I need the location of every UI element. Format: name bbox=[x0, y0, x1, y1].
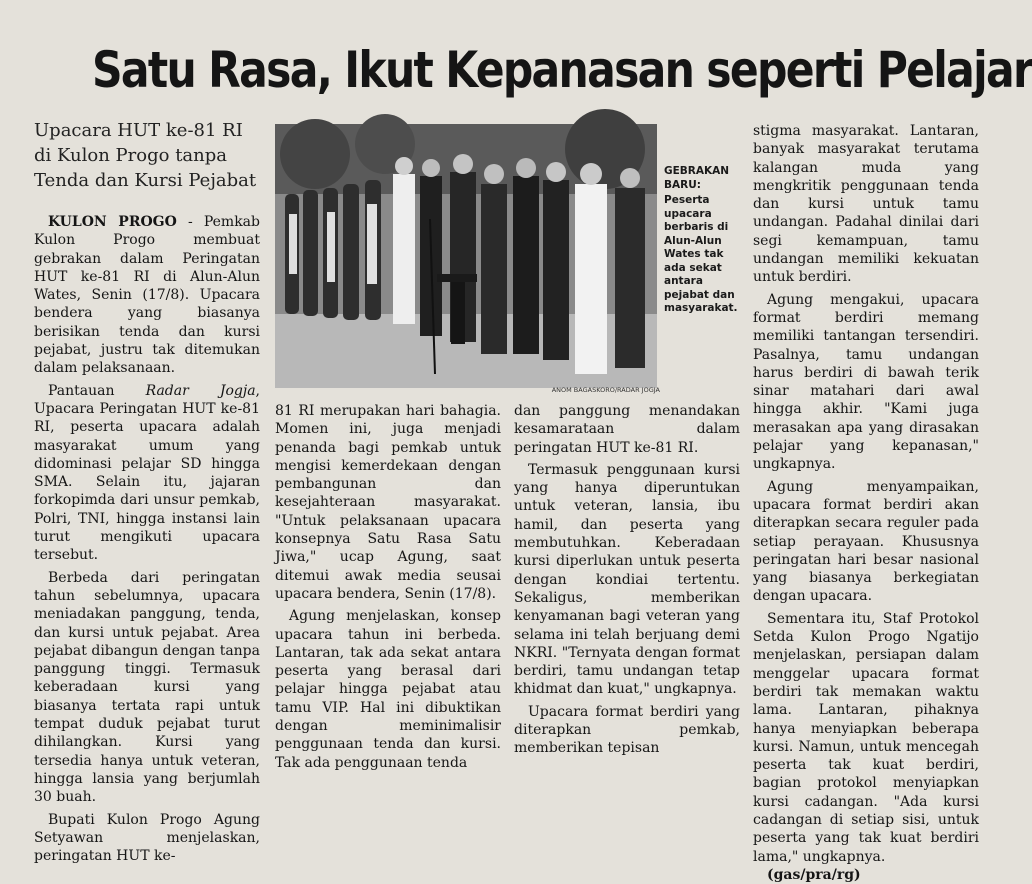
paragraph: Sementara itu, Staf Protokol Setda Kulon Progo Ngatijo menjelaskan, persiapan dalam menggelar upacara format berdiri tak memakan waktu lama. Lantaran, pihaknya hanya menyiapkan beberapa kursi. Namun, untuk mencegah peserta tak kuat berdiri, bagian protokol menyiapkan kursi cadangan. "Ada kursi cadangan di setiap sisi, untuk peserta yang tak kuat berdiri lama," ungkapnya. bbox=[753, 610, 979, 865]
column-2 bbox=[275, 402, 501, 771]
paragraph-text: - Pemkab Kulon Progo membuat gebrakan dalam Peringatan HUT ke-81 RI di Alun-Alun Wates, Senin (17/8). Upacara bendera yang biasanya berisikan tenda dan kursi pejabat, justru tak ditemukan dalam pelaksanaan. bbox=[34, 214, 260, 377]
column-4 bbox=[753, 122, 979, 883]
paragraph-text: Pantauan bbox=[48, 382, 146, 399]
column-1 bbox=[34, 213, 260, 865]
paragraph: Agung mengakui, upacara format berdiri memang memiliki tantangan tersendiri. Pasalnya, tamu undangan harus berdiri di bawah terik sinar matahari dari awal hingga akhir. "Kami juga merasakan apa yang dirasakan pelajar yang kepanasan," ungkapnya. bbox=[753, 291, 979, 473]
paragraph: stigma masyarakat. Lantaran, banyak masyarakat terutama kalangan muda yang mengkritik penggunaan tenda dan kursi untuk tamu undangan. Padahal dinilai dari segi kemampuan, tamu undangan memiliki kekuatan untuk berdiri. bbox=[753, 123, 979, 286]
paragraph: Berbeda dari peringatan tahun sebelumnya, upacara meniadakan panggung, tenda, dan kursi untuk pejabat. Area pejabat dibangun dengan tanpa panggung tinggi. Termasuk keberadaan kursi yang biasanya tertata rapi untuk tempat duduk pejabat turut dihilangkan. Kursi yang tersedia hanya untuk veteran, hingga lansia yang berjumlah 30 buah. bbox=[34, 569, 260, 806]
author-signoff: (gas/pra/rg) bbox=[767, 866, 861, 883]
paragraph bbox=[34, 382, 260, 565]
dateline: KULON PROGO bbox=[48, 214, 177, 230]
photo-illustration bbox=[275, 124, 657, 388]
paragraph-text: , Upacara Peringatan HUT ke-81 RI, peserta upacara adalah masyarakat umum yang didominasi pelajar SD hingga SMA. Selain itu, jajaran forkopimda dari unsur pemkab, Polri, TNI, hingga instansi lain turut mengikuti upacara tersebut. bbox=[34, 382, 260, 564]
photo-caption bbox=[664, 165, 746, 316]
paragraph: Bupati Kulon Progo Agung Setyawan menjelaskan, peringatan HUT ke- bbox=[34, 811, 260, 865]
publication-name: Radar Jogja bbox=[145, 382, 256, 399]
column-3 bbox=[514, 402, 740, 757]
deck-subtitle: Upacara HUT ke-81 RI di Kulon Progo tanpa Tenda dan Kursi Pejabat bbox=[34, 120, 257, 191]
ceremony-photo bbox=[275, 124, 657, 388]
paragraph: 81 RI merupakan hari bahagia. Momen ini, juga menjadi penanda bagi pemkab untuk mengisi kemerdekaan dengan pembangunan dan kesejahteraan masyarakat. "Untuk pelaksanaan upacara konsepnya Satu Rasa Satu Jiwa," ucap Agung, saat ditemui awak media seusai upacara bendera, Senin (17/8). bbox=[275, 403, 501, 602]
photo-credit: ANOM BAGASKORO/RADAR JOGJA bbox=[551, 386, 660, 394]
paragraph: Upacara format berdiri yang diterapkan pemkab, memberikan tepisan bbox=[514, 703, 740, 757]
paragraph bbox=[34, 213, 260, 378]
caption-text: Peserta upacara berbaris di Alun-Alun Wates tak ada sekat antara pejabat dan masyarakat. bbox=[664, 194, 738, 314]
caption-label: GEBRAKAN BARU: bbox=[664, 165, 730, 191]
paragraph: Agung menyampaikan, upacara format berdiri akan diterapkan secara reguler pada setiap perayaan. Khususnya peringatan hari besar nasional yang biasanya berkegiatan dengan upacara. bbox=[753, 478, 979, 605]
headline: Satu Rasa, Ikut Kepanasan seperti Pelajar bbox=[92, 41, 1032, 99]
paragraph: Agung menjelaskan, konsep upacara tahun ini berbeda. Lantaran, tak ada sekat antara peserta yang berasal dari pelajar hingga pejabat atau tamu VIP. Hal ini dibuktikan dengan meminimalisir penggunaan tenda dan kursi. Tak ada penggunaan tenda bbox=[275, 608, 501, 771]
paragraph: dan panggung menandakan kesamarataan dalam peringatan HUT ke-81 RI. bbox=[514, 403, 740, 456]
paragraph: Termasuk penggunaan kursi yang hanya diperuntukan untuk veteran, lansia, ibu hamil, dan peserta yang membutuhkan. Keberadaan kursi diperlukan untuk peserta dengan kondiai tertentu. Sekaligus, memberikan kenyamanan bagi veteran yang selama ini telah berjuang demi NKRI. "Ternyata dengan format berdiri, tamu undangan tetap khidmat dan kuat," ungkapnya. bbox=[514, 461, 740, 698]
